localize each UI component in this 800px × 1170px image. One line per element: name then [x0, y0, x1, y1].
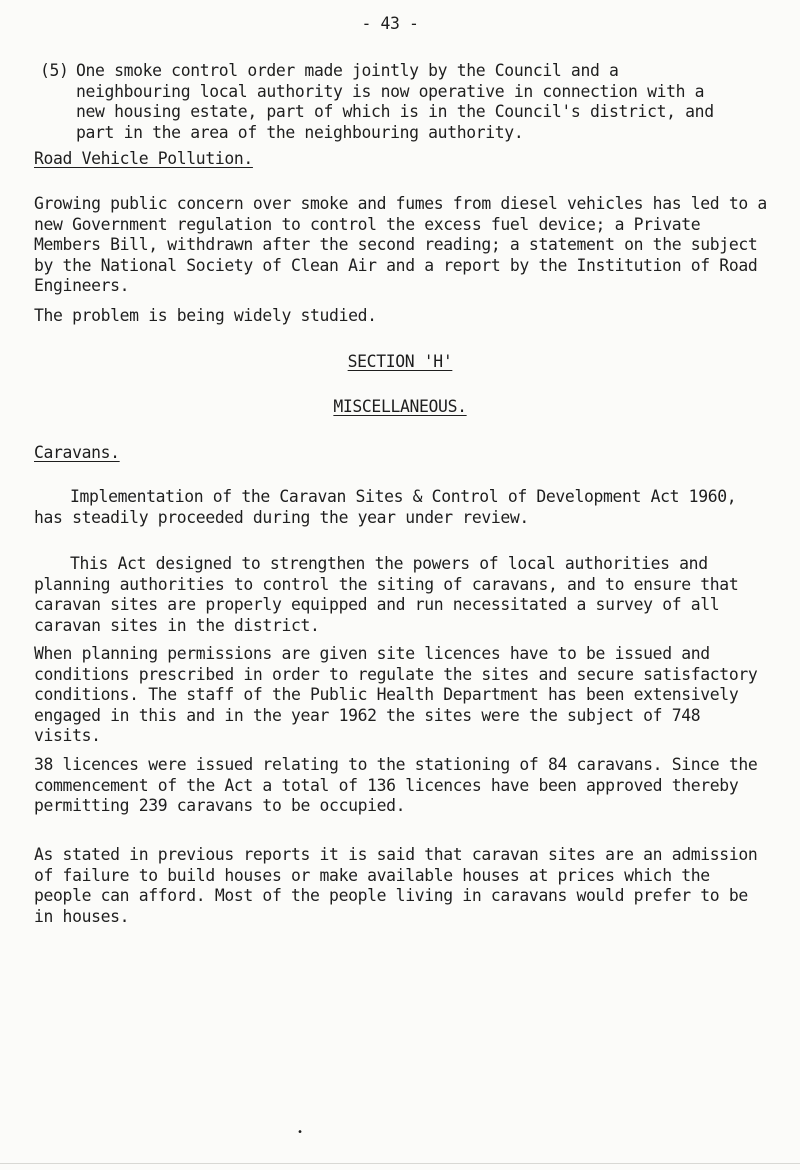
scan-edge-line: [0, 1163, 800, 1164]
road-vehicle-heading: Road Vehicle Pollution.: [34, 149, 253, 168]
caravans-paragraph-4: 38 licences were issued relating to the stationing of 84 caravans. Since the commencement of the Act a total of 136 licences have been approved thereby permitting 239 caravans to be occupied.: [34, 755, 758, 815]
caravans-paragraph-1: Implementation of the Caravan Sites & Control of Development Act 1960, has steadily proceeded during the year under review.: [34, 487, 737, 527]
item-number: (5): [40, 61, 69, 80]
caravans-paragraph-2: This Act designed to strengthen the powers of local authorities and planning authorities to control the siting of caravans, and to ensure that caravan sites are properly equipped and run necessitated a survey of all caravan sites in the district.: [34, 554, 739, 635]
page-number: - 43 -: [361, 14, 419, 33]
section-subtitle: MISCELLANEOUS.: [333, 397, 467, 416]
road-vehicle-paragraph-1: Growing public concern over smoke and fumes from diesel vehicles has led to a new Government regulation to control the excess fuel device; a Private Members Bill, withdrawn after the second reading; a statement on the subject by the National Society of Clean Air and a report by the Institution of Road Engineers.: [34, 194, 767, 295]
item-text: One smoke control order made jointly by the Council and a neighbouring local authority is now operative in connection with a new housing estate, part of which is in the Council's district, and part in the area of the neighbouring authority.: [76, 61, 714, 142]
section-title: SECTION 'H': [347, 352, 453, 371]
caravans-heading: Caravans.: [34, 443, 120, 462]
caravans-paragraph-3: When planning permissions are given site licences have to be issued and conditions prescribed in order to regulate the sites and secure satisfactory conditions. The staff of the Public Health Department has been extensively engaged in this and in the year 1962 the sites were the subject of 748 visits.: [34, 644, 758, 745]
road-vehicle-paragraph-2: The problem is being widely studied.: [34, 306, 377, 325]
footer-mark: •: [297, 1127, 303, 1138]
caravans-paragraph-5: As stated in previous reports it is said that caravan sites are an admission of failure to build houses or make available houses at prices which the people can afford. Most of the people living in caravans would prefer to be in houses.: [34, 845, 758, 926]
